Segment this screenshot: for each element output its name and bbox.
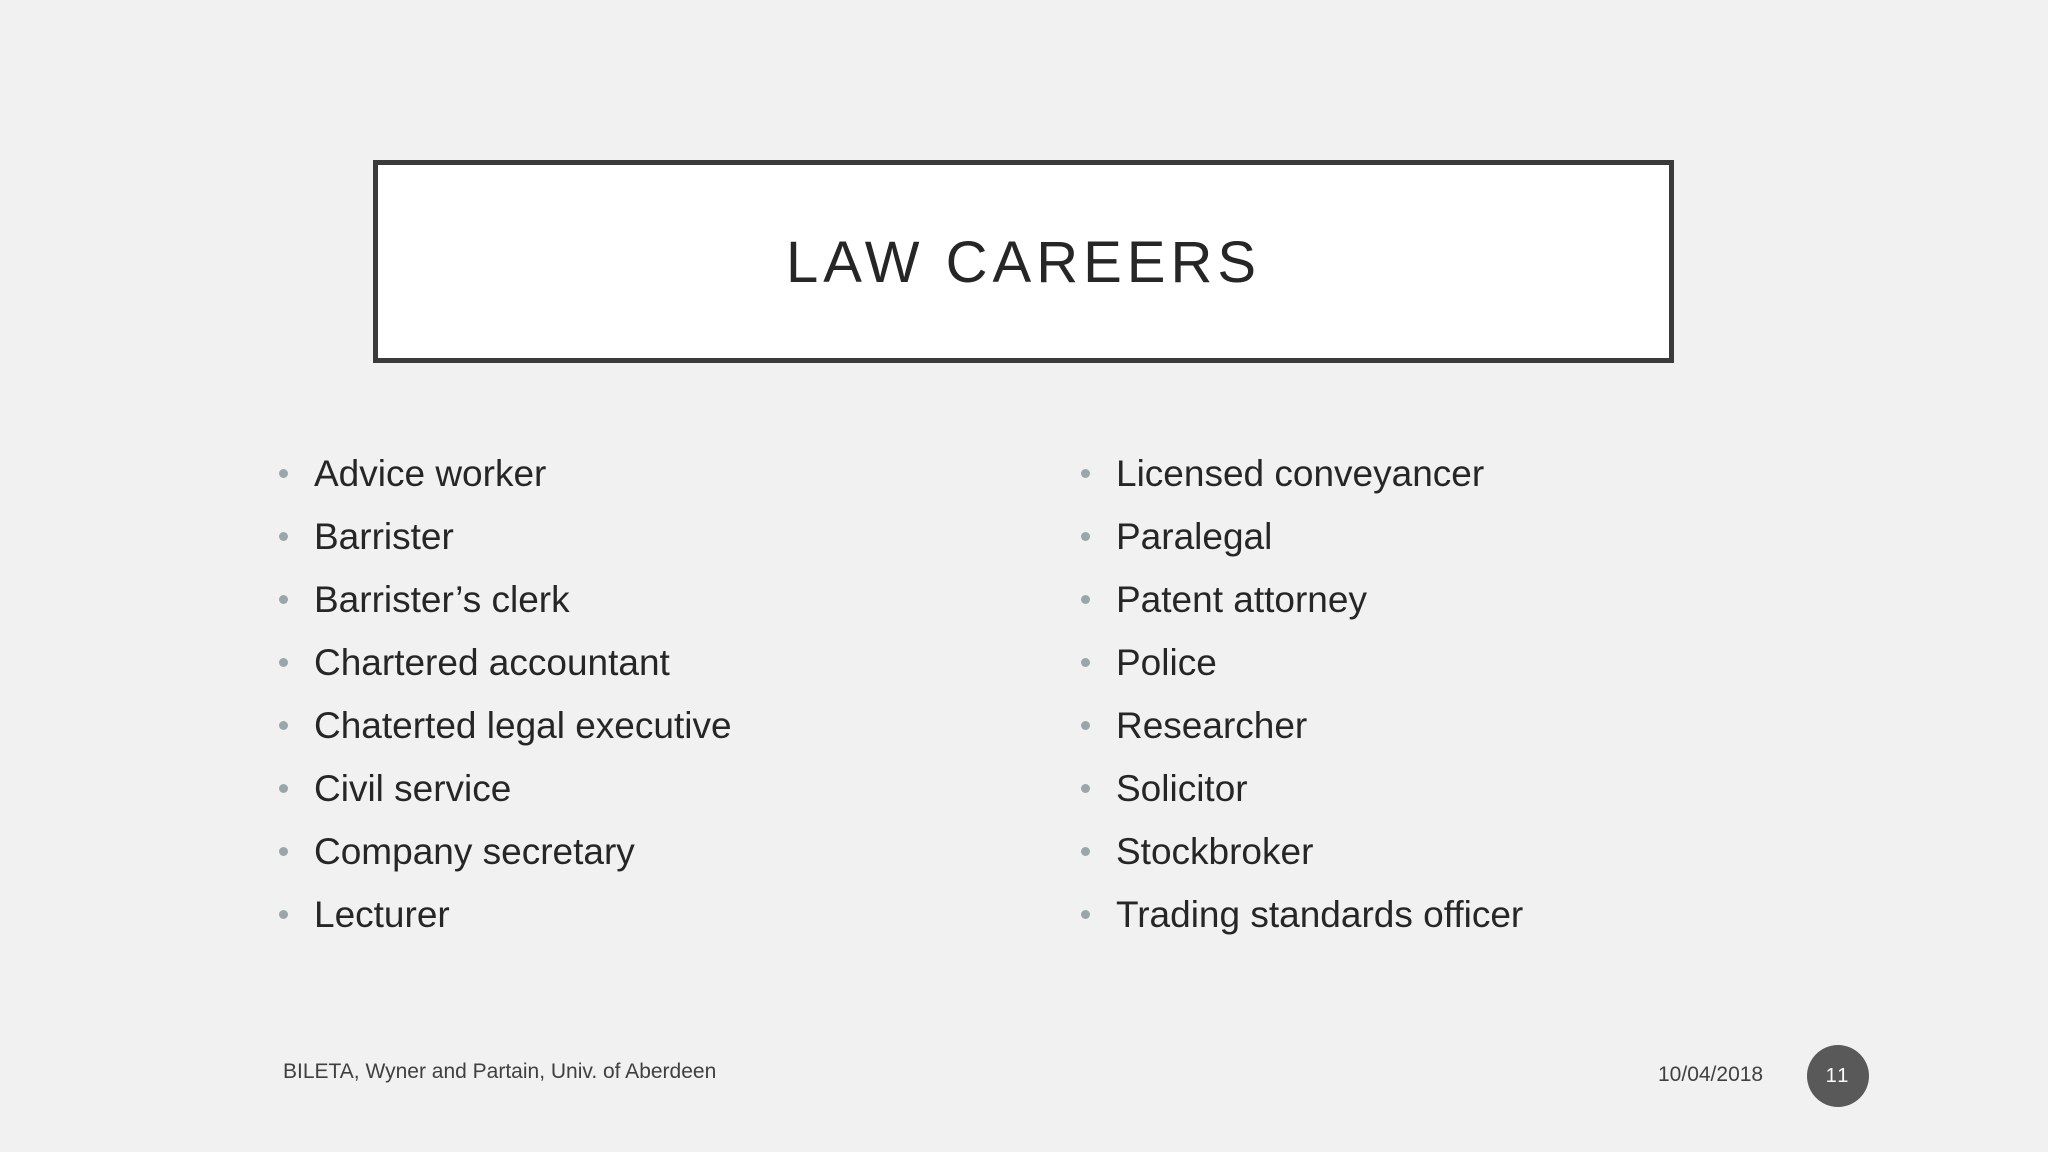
list-item — [276, 505, 732, 568]
slide-title: LAW CAREERS — [785, 230, 1262, 295]
bullet-icon — [1081, 721, 1090, 730]
list-item-text: Chartered accountant — [314, 641, 670, 683]
title-box — [373, 160, 1674, 363]
list-item-text: Police — [1116, 641, 1217, 683]
bullet-icon — [279, 847, 288, 856]
bullet-icon — [1081, 847, 1090, 856]
right-career-list — [1078, 442, 1523, 946]
list-item — [276, 631, 732, 694]
list-item-text: Civil service — [314, 767, 512, 809]
list-item — [276, 757, 732, 820]
left-career-list — [276, 442, 732, 946]
bullet-icon — [279, 595, 288, 604]
list-item — [276, 883, 732, 946]
bullet-icon — [279, 532, 288, 541]
list-item — [276, 442, 732, 505]
list-item — [1078, 694, 1523, 757]
list-item — [1078, 505, 1523, 568]
list-item — [1078, 757, 1523, 820]
list-item-text: Barrister’s clerk — [314, 578, 570, 620]
bullet-icon — [1081, 784, 1090, 793]
list-item — [276, 694, 732, 757]
list-item-text: Licensed conveyancer — [1116, 452, 1485, 494]
list-item-text: Stockbroker — [1116, 830, 1314, 872]
list-item — [1078, 631, 1523, 694]
footer-text: BILETA, Wyner and Partain, Univ. of Aberdeen — [283, 1060, 717, 1083]
list-item-text: Researcher — [1116, 704, 1308, 746]
list-item — [1078, 442, 1523, 505]
list-item-text: Patent attorney — [1116, 578, 1367, 620]
list-item — [1078, 568, 1523, 631]
list-item — [276, 568, 732, 631]
list-item-text: Trading standards officer — [1116, 893, 1524, 935]
list-item-text: Barrister — [314, 515, 454, 557]
bullet-icon — [279, 910, 288, 919]
bullet-icon — [1081, 532, 1090, 541]
bullet-icon — [1081, 910, 1090, 919]
bullet-icon — [279, 658, 288, 667]
list-item — [1078, 883, 1523, 946]
list-item-text: Company secretary — [314, 830, 635, 872]
bullet-icon — [1081, 595, 1090, 604]
list-item-text: Lecturer — [314, 893, 450, 935]
list-item — [276, 820, 732, 883]
list-item-text: Paralegal — [1116, 515, 1273, 557]
list-item-text: Chaterted legal executive — [314, 704, 732, 746]
bullet-icon — [279, 469, 288, 478]
list-item-text: Advice worker — [314, 452, 547, 494]
bullet-icon — [279, 721, 288, 730]
bullet-icon — [279, 784, 288, 793]
footer-date: 10/04/2018 — [1658, 1063, 1764, 1086]
bullet-icon — [1081, 658, 1090, 667]
list-item — [1078, 820, 1523, 883]
list-item-text: Solicitor — [1116, 767, 1248, 809]
bullet-icon — [1081, 469, 1090, 478]
slide-number-badge: 11 — [1807, 1045, 1869, 1107]
